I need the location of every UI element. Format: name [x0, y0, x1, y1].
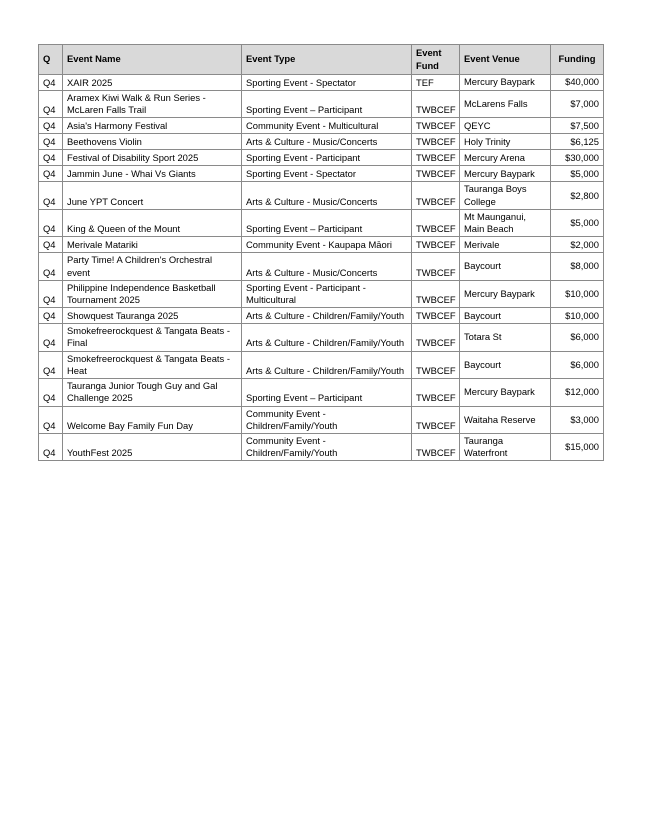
- cell-event-fund: TWBCEF: [412, 134, 460, 150]
- header-event-type: Event Type: [242, 45, 412, 75]
- cell-event-name: Festival of Disability Sport 2025: [63, 150, 242, 166]
- table-row: [39, 182, 604, 209]
- table-row: [39, 253, 604, 280]
- table-row: [39, 209, 604, 236]
- cell-funding: $6,125: [551, 134, 604, 150]
- cell-event-name: Welcome Bay Family Fun Day: [63, 406, 242, 433]
- cell-event-venue: Mercury Baypark: [460, 280, 551, 307]
- cell-quarter: Q4: [39, 134, 63, 150]
- cell-event-venue: Mercury Baypark: [460, 379, 551, 406]
- cell-quarter: Q4: [39, 91, 63, 118]
- table-row: [39, 351, 604, 378]
- cell-funding: $10,000: [551, 280, 604, 307]
- cell-funding: $5,000: [551, 209, 604, 236]
- cell-funding: $40,000: [551, 75, 604, 91]
- cell-event-venue: Mercury Arena: [460, 150, 551, 166]
- cell-event-fund: TWBCEF: [412, 308, 460, 324]
- table-row: [39, 91, 604, 118]
- header-funding: Funding: [551, 45, 604, 75]
- cell-quarter: Q4: [39, 166, 63, 182]
- table-row: [39, 134, 604, 150]
- cell-event-fund: TWBCEF: [412, 379, 460, 406]
- cell-event-venue: Tauranga Waterfront: [460, 433, 551, 460]
- cell-event-type: Sporting Event - Participant - Multicultural: [242, 280, 412, 307]
- cell-event-type: Sporting Event – Participant: [242, 91, 412, 118]
- table-row: [39, 280, 604, 307]
- table-header: [39, 45, 604, 75]
- cell-event-venue: Mercury Baypark: [460, 166, 551, 182]
- cell-event-venue: Baycourt: [460, 308, 551, 324]
- cell-quarter: Q4: [39, 209, 63, 236]
- cell-event-type: Community Event - Children/Family/Youth: [242, 433, 412, 460]
- cell-event-venue: Merivale: [460, 237, 551, 253]
- cell-event-type: Sporting Event – Participant: [242, 379, 412, 406]
- cell-quarter: Q4: [39, 308, 63, 324]
- cell-funding: $12,000: [551, 379, 604, 406]
- cell-funding: $15,000: [551, 433, 604, 460]
- table-row: [39, 166, 604, 182]
- cell-event-type: Arts & Culture - Music/Concerts: [242, 182, 412, 209]
- cell-quarter: Q4: [39, 406, 63, 433]
- header-event-venue: Event Venue: [460, 45, 551, 75]
- cell-event-name: Party Time! A Children's Orchestral event: [63, 253, 242, 280]
- cell-event-type: Sporting Event – Participant: [242, 209, 412, 236]
- header-event-name: Event Name: [63, 45, 242, 75]
- table-row: [39, 406, 604, 433]
- cell-event-fund: TWBCEF: [412, 182, 460, 209]
- cell-event-fund: TWBCEF: [412, 91, 460, 118]
- cell-event-name: XAIR 2025: [63, 75, 242, 91]
- cell-event-type: Arts & Culture - Children/Family/Youth: [242, 324, 412, 351]
- cell-event-venue: Baycourt: [460, 253, 551, 280]
- cell-funding: $2,800: [551, 182, 604, 209]
- cell-event-fund: TWBCEF: [412, 237, 460, 253]
- cell-event-type: Community Event - Kaupapa Māori: [242, 237, 412, 253]
- cell-event-type: Arts & Culture - Music/Concerts: [242, 134, 412, 150]
- table-row: [39, 150, 604, 166]
- cell-event-venue: McLarens Falls: [460, 91, 551, 118]
- cell-event-name: Showquest Tauranga 2025: [63, 308, 242, 324]
- cell-event-type: Sporting Event - Participant: [242, 150, 412, 166]
- cell-event-type: Sporting Event - Spectator: [242, 166, 412, 182]
- cell-event-fund: TWBCEF: [412, 433, 460, 460]
- cell-event-name: Beethovens Violin: [63, 134, 242, 150]
- table-row: [39, 75, 604, 91]
- cell-event-fund: TWBCEF: [412, 209, 460, 236]
- table-row: [39, 308, 604, 324]
- cell-quarter: Q4: [39, 253, 63, 280]
- cell-quarter: Q4: [39, 379, 63, 406]
- table-row: [39, 324, 604, 351]
- table-row: [39, 237, 604, 253]
- cell-event-fund: TWBCEF: [412, 324, 460, 351]
- cell-funding: $6,000: [551, 351, 604, 378]
- cell-event-fund: TWBCEF: [412, 351, 460, 378]
- cell-event-type: Arts & Culture - Music/Concerts: [242, 253, 412, 280]
- cell-event-fund: TWBCEF: [412, 118, 460, 134]
- table-row: [39, 433, 604, 460]
- cell-quarter: Q4: [39, 150, 63, 166]
- header-event-fund: Event Fund: [412, 45, 460, 75]
- cell-event-name: YouthFest 2025: [63, 433, 242, 460]
- cell-funding: $2,000: [551, 237, 604, 253]
- cell-funding: $8,000: [551, 253, 604, 280]
- cell-event-type: Arts & Culture - Children/Family/Youth: [242, 308, 412, 324]
- cell-event-name: Philippine Independence Basketball Tournament 2025: [63, 280, 242, 307]
- cell-event-name: Tauranga Junior Tough Guy and Gal Challenge 2025: [63, 379, 242, 406]
- cell-event-fund: TWBCEF: [412, 406, 460, 433]
- cell-quarter: Q4: [39, 75, 63, 91]
- cell-event-venue: Baycourt: [460, 351, 551, 378]
- cell-event-fund: TWBCEF: [412, 280, 460, 307]
- cell-quarter: Q4: [39, 280, 63, 307]
- cell-funding: $7,000: [551, 91, 604, 118]
- cell-quarter: Q4: [39, 182, 63, 209]
- cell-funding: $10,000: [551, 308, 604, 324]
- header-row: [39, 45, 604, 75]
- cell-event-type: Arts & Culture - Children/Family/Youth: [242, 351, 412, 378]
- cell-event-venue: QEYC: [460, 118, 551, 134]
- cell-quarter: Q4: [39, 351, 63, 378]
- cell-event-name: Aramex Kiwi Walk & Run Series - McLaren Falls Trail: [63, 91, 242, 118]
- cell-quarter: Q4: [39, 237, 63, 253]
- cell-quarter: Q4: [39, 324, 63, 351]
- cell-event-type: Sporting Event - Spectator: [242, 75, 412, 91]
- events-funding-table: [38, 44, 604, 461]
- cell-event-fund: TEF: [412, 75, 460, 91]
- table-row: [39, 379, 604, 406]
- cell-event-name: Merivale Matariki: [63, 237, 242, 253]
- cell-event-fund: TWBCEF: [412, 253, 460, 280]
- cell-funding: $3,000: [551, 406, 604, 433]
- cell-event-venue: Holy Trinity: [460, 134, 551, 150]
- header-q: Q: [39, 45, 63, 75]
- cell-event-name: Jammin June - Whai Vs Giants: [63, 166, 242, 182]
- cell-event-venue: Mercury Baypark: [460, 75, 551, 91]
- table-row: [39, 118, 604, 134]
- cell-event-name: King & Queen of the Mount: [63, 209, 242, 236]
- cell-event-type: Community Event - Multicultural: [242, 118, 412, 134]
- cell-event-name: Smokefreerockquest & Tangata Beats - Heat: [63, 351, 242, 378]
- cell-funding: $6,000: [551, 324, 604, 351]
- cell-event-venue: Mt Maunganui, Main Beach: [460, 209, 551, 236]
- cell-funding: $7,500: [551, 118, 604, 134]
- cell-quarter: Q4: [39, 118, 63, 134]
- cell-quarter: Q4: [39, 433, 63, 460]
- table-body: [39, 75, 604, 461]
- cell-event-name: Asia's Harmony Festival: [63, 118, 242, 134]
- cell-event-venue: Totara St: [460, 324, 551, 351]
- cell-event-name: Smokefreerockquest & Tangata Beats - Final: [63, 324, 242, 351]
- cell-event-type: Community Event - Children/Family/Youth: [242, 406, 412, 433]
- cell-funding: $5,000: [551, 166, 604, 182]
- cell-event-venue: Waitaha Reserve: [460, 406, 551, 433]
- cell-event-fund: TWBCEF: [412, 166, 460, 182]
- cell-event-venue: Tauranga Boys College: [460, 182, 551, 209]
- cell-funding: $30,000: [551, 150, 604, 166]
- cell-event-fund: TWBCEF: [412, 150, 460, 166]
- cell-event-name: June YPT Concert: [63, 182, 242, 209]
